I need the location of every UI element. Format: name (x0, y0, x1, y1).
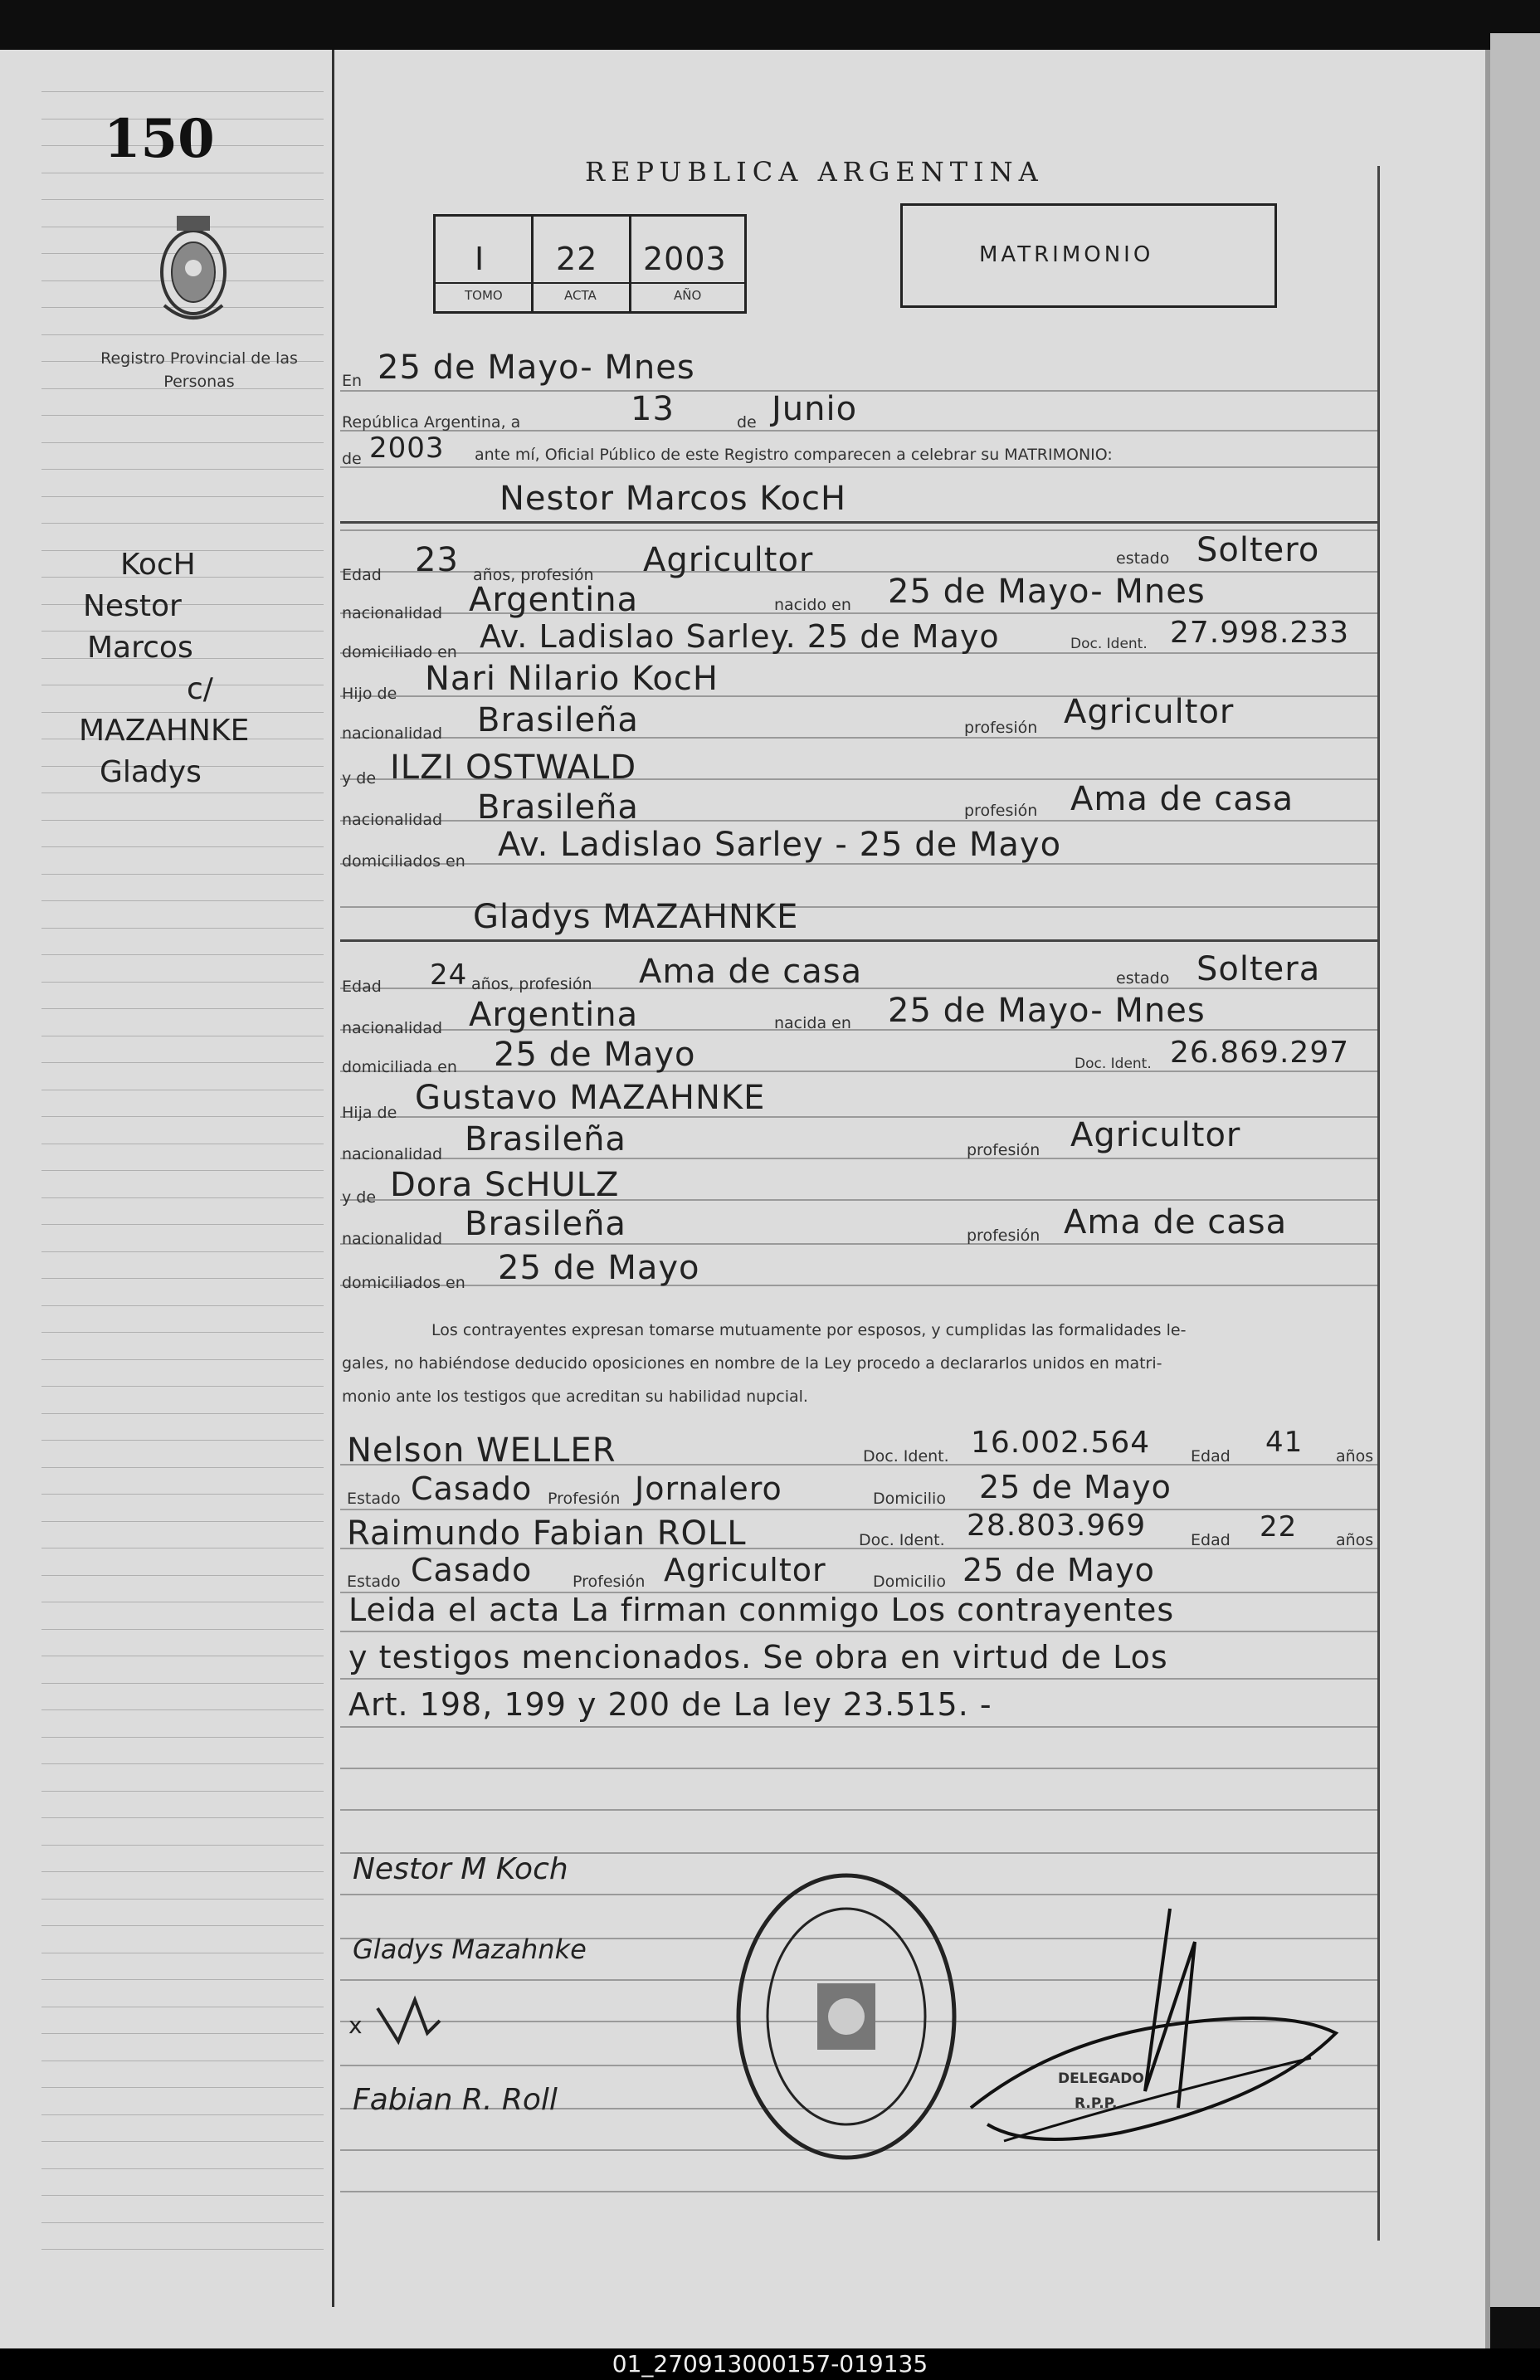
republica-label: República Argentina, a (342, 413, 521, 432)
ceremony-month: Junio (772, 390, 858, 428)
groom-nacionalidad-label: nacionalidad (342, 604, 443, 622)
bride-doc-label: Doc. Ident. (1075, 1056, 1152, 1072)
margin-ruling-line (41, 2195, 324, 2196)
groom-domiciliado-label: domiciliado en (342, 643, 457, 661)
bride-profession: Ama de casa (639, 953, 863, 991)
witness-estado-label: Estado (347, 1490, 401, 1508)
bride-nacida-label: nacida en (774, 1014, 851, 1032)
witness-doc: 28.803.969 (967, 1509, 1147, 1543)
margin-ruling-line (41, 712, 324, 713)
margin-ruling-line (41, 1251, 324, 1252)
margin-note-line: Gladys (100, 755, 202, 789)
margin-ruling-line (41, 1305, 324, 1306)
margin-ruling-line (41, 442, 324, 443)
margin-ruling-line (41, 2168, 324, 2169)
witness-doc-label: Doc. Ident. (859, 1531, 945, 1549)
margin-ruling-line (41, 1763, 324, 1764)
margin-ruling-line (41, 1413, 324, 1414)
groom-doc: 27.998.233 (1170, 616, 1350, 650)
margin-ruling-line (41, 2114, 324, 2115)
groom-birthplace: 25 de Mayo- Mnes (888, 573, 1206, 611)
groom-father-prof-label: profesión (964, 719, 1038, 737)
witness-status: Casado (411, 1470, 533, 1507)
bride-status: Soltera (1196, 950, 1321, 988)
declaration-line: gales, no habiéndose deducido oposiciones en nombre de la Ley procedo a declararlos unidos en matri- (342, 1354, 1162, 1373)
margin-note-line: KocH (120, 548, 196, 582)
margin-ruling-line (41, 91, 324, 92)
acta-value: 22 (556, 241, 598, 277)
margin-note-line: Marcos (87, 631, 193, 665)
margin-ruling-line (41, 900, 324, 901)
ceremony-day: 13 (631, 390, 675, 428)
margin-ruling-line (41, 334, 324, 335)
margin-ruling-line (41, 469, 324, 470)
closing-note-line: Art. 198, 199 y 200 de La ley 23.515. - (348, 1686, 992, 1723)
form-line (340, 1678, 1377, 1680)
margin-ruling-line (41, 2222, 324, 2223)
declaration-line: Los contrayentes expresan tomarse mutuamente por esposos, y cumplidas las formalidades le- (431, 1321, 1187, 1339)
margin-ruling-line (41, 496, 324, 497)
margin-ruling-line (41, 1871, 324, 1872)
bride-father: Gustavo MAZAHNKE (415, 1079, 766, 1117)
groom-father-label: Hijo de (342, 685, 397, 703)
margin-ruling-line (41, 1791, 324, 1792)
right-rule (1377, 166, 1380, 2241)
witness-anos-label: años (1336, 1531, 1374, 1549)
witness-anos-label: años (1336, 1447, 1374, 1466)
groom-mother: ILZI OSTWALD (390, 749, 637, 787)
bride-name: Gladys MAZAHNKE (473, 898, 799, 936)
bride-mother-profession: Ama de casa (1064, 1203, 1288, 1241)
acta-label: ACTA (564, 288, 597, 303)
bride-edad-label: Edad (342, 978, 382, 996)
image-footer-id: 01_270913000157-019135 (0, 2348, 1540, 2380)
svg-text:x: x (348, 2012, 363, 2039)
ano-value: 2003 (643, 241, 727, 277)
bride-age: 24 (430, 958, 468, 992)
groom-father-nat-label: nacionalidad (342, 724, 443, 743)
groom-nationality: Argentina (469, 581, 639, 619)
margin-ruling-line (41, 1899, 324, 1900)
bride-mother-nationality: Brasileña (465, 1205, 626, 1243)
registry-seal-stamp (730, 1867, 962, 2166)
witness-doc-label: Doc. Ident. (863, 1447, 949, 1466)
form-line (340, 466, 1377, 468)
official-stamp-line: DELEGADO (1058, 2070, 1144, 2087)
margin-note-line: Nestor (83, 589, 182, 623)
margin-ruling-line (41, 1440, 324, 1441)
witness-status: Casado (411, 1552, 533, 1588)
margin-ruling-line (41, 820, 324, 821)
groom-nacido-label: nacido en (774, 596, 851, 614)
form-line (340, 1631, 1377, 1632)
groom-signature: Nestor M Koch (353, 1852, 568, 1886)
margin-ruling-line (41, 874, 324, 875)
margin-ruling-line (41, 2141, 324, 2142)
closing-note-line: Leida el acta La firman conmigo Los contrayentes (348, 1592, 1175, 1628)
bride-address: 25 de Mayo (494, 1036, 696, 1074)
bride-father-profession: Agricultor (1070, 1116, 1241, 1154)
ceremony-year: 2003 (369, 432, 445, 465)
margin-ruling-line (41, 1197, 324, 1198)
groom-mother-profession: Ama de casa (1070, 780, 1294, 818)
margin-rule (332, 50, 334, 2307)
witness-age: 22 (1260, 1510, 1298, 1544)
groom-address: Av. Ladislao Sarley. 25 de Mayo (480, 618, 1000, 655)
country-title: REPUBLICA ARGENTINA (585, 156, 1044, 188)
margin-ruling-line (41, 1629, 324, 1630)
groom-mother-nationality: Brasileña (477, 788, 639, 827)
form-line (340, 1768, 1377, 1769)
en-label: En (342, 372, 363, 390)
bride-father-nationality: Brasileña (465, 1120, 626, 1158)
groom-name: Nestor Marcos KocH (500, 480, 847, 518)
margin-ruling-line (41, 1683, 324, 1684)
separator (340, 521, 1377, 524)
groom-mother-nat-label: nacionalidad (342, 811, 443, 829)
groom-edad-label: Edad (342, 566, 382, 584)
form-line (340, 1285, 1377, 1286)
margin-note-line: c/ (187, 672, 213, 706)
bride-nationality: Argentina (469, 996, 639, 1034)
margin-ruling-line (41, 2087, 324, 2088)
official-stamp-line: R.P.P. (1075, 2095, 1118, 2112)
margin-ruling-line (41, 1521, 324, 1522)
bride-father-label: Hija de (342, 1104, 397, 1122)
groom-status: Soltero (1196, 531, 1320, 569)
witness-profession: Jornalero (635, 1470, 782, 1507)
groom-estado-label: estado (1116, 549, 1170, 568)
witness-profession: Agricultor (664, 1552, 826, 1588)
bride-birthplace: 25 de Mayo- Mnes (888, 992, 1206, 1030)
coat-of-arms-emblem (148, 206, 239, 330)
form-line (340, 1726, 1377, 1728)
margin-ruling-line (41, 2249, 324, 2250)
ano-label: AÑO (674, 288, 702, 303)
bride-mother-nat-label: nacionalidad (342, 1230, 443, 1248)
form-line (340, 1243, 1377, 1245)
margin-ruling-line (41, 2033, 324, 2034)
form-line (340, 1509, 1377, 1510)
margin-ruling-line (41, 1925, 324, 1926)
bride-parents-address: 25 de Mayo (498, 1249, 700, 1287)
groom-mother-label: y de (342, 769, 377, 788)
declaration-line: monio ante los testigos que acreditan su habilidad nupcial. (342, 1388, 808, 1406)
witness-estado-label: Estado (347, 1573, 401, 1591)
margin-ruling-line (41, 1817, 324, 1818)
margin-ruling-line (41, 982, 324, 983)
margin-ruling-line (41, 1359, 324, 1360)
bride-father-nat-label: nacionalidad (342, 1145, 443, 1163)
tomo-value: I (475, 241, 485, 277)
margin-ruling-line (41, 1494, 324, 1495)
margin-ruling-line (41, 1737, 324, 1738)
intro-statement: ante mí, Oficial Público de este Registro comparecen a celebrar su MATRIMONIO: (475, 446, 1113, 464)
margin-ruling-line (41, 523, 324, 524)
margin-ruling-line (41, 1062, 324, 1063)
witness-name: Nelson WELLER (347, 1431, 616, 1470)
groom-age: 23 (415, 541, 459, 579)
closing-note-line: y testigos mencionados. Se obra en virtud de Los (348, 1639, 1168, 1675)
witness-roll-signature: Fabian R. Roll (353, 2083, 558, 2117)
witness-profesion-label: Profesión (573, 1573, 646, 1591)
bride-mother-label: y de (342, 1188, 377, 1207)
margin-ruling-line (41, 846, 324, 847)
official-signature (954, 1892, 1352, 2166)
margin-ruling-line (41, 928, 324, 929)
margin-ruling-line (41, 1709, 324, 1710)
bride-doc: 26.869.297 (1170, 1036, 1350, 1070)
margin-ruling-line (41, 1116, 324, 1117)
witness-age: 41 (1265, 1426, 1304, 1459)
margin-ruling-line (41, 1332, 324, 1333)
groom-profesion-label: años, profesión (473, 566, 594, 584)
bride-profesion-label: años, profesión (471, 975, 592, 993)
bride-mother-prof-label: profesión (967, 1227, 1040, 1245)
bride-mother: Dora ScHULZ (390, 1166, 620, 1204)
witness-profesion-label: Profesión (548, 1490, 621, 1508)
form-line (340, 390, 1377, 392)
bride-father-prof-label: profesión (967, 1141, 1040, 1159)
registry-label: Registro Provincial de las Personas (100, 349, 298, 391)
form-line (340, 2191, 1377, 2192)
de2-label: de (342, 450, 362, 468)
margin-ruling-line (41, 1278, 324, 1279)
margin-ruling-line (41, 1575, 324, 1576)
tomo-label: TOMO (465, 288, 503, 303)
margin-ruling-line (41, 1845, 324, 1846)
margin-ruling-line (41, 415, 324, 416)
margin-ruling-line (41, 1386, 324, 1387)
separator (340, 939, 1377, 942)
witness-edad-label: Edad (1191, 1447, 1231, 1466)
groom-parents-address: Av. Ladislao Sarley - 25 de Mayo (498, 826, 1062, 864)
groom-profession: Agricultor (643, 541, 814, 579)
witness-address: 25 de Mayo (979, 1469, 1172, 1505)
witness-doc: 16.002.564 (971, 1426, 1151, 1460)
margin-ruling-line (41, 1224, 324, 1225)
groom-mother-prof-label: profesión (964, 802, 1038, 820)
margin-ruling-line (41, 1170, 324, 1171)
record-type-label: MATRIMONIO (979, 242, 1154, 267)
margin-ruling-line (41, 1008, 324, 1009)
next-page-edge (1490, 33, 1540, 2307)
witness-name: Raimundo Fabian ROLL (347, 1514, 747, 1553)
bride-estado-label: estado (1116, 969, 1170, 988)
ceremony-place: 25 de Mayo- Mnes (378, 349, 695, 387)
groom-doc-label: Doc. Ident. (1070, 636, 1148, 652)
witness-domicilio-label: Domicilio (873, 1490, 946, 1508)
bride-signature: Gladys Mazahnke (353, 1934, 587, 1965)
witness-domicilio-label: Domicilio (873, 1573, 946, 1591)
bride-parents-addr-label: domiciliados en (342, 1274, 465, 1292)
witness-edad-label: Edad (1191, 1531, 1231, 1549)
groom-father-profession: Agricultor (1064, 693, 1235, 731)
groom-father: Nari Nilario KocH (425, 660, 719, 698)
margin-ruling-line (41, 1467, 324, 1468)
margin-ruling-line (41, 954, 324, 955)
witness-signature (348, 1987, 498, 2054)
page-number: 150 (104, 108, 215, 170)
margin-ruling-line (41, 1979, 324, 1980)
margin-note-line: MAZAHNKE (79, 714, 250, 748)
margin-ruling-line (41, 199, 324, 200)
bride-domiciliada-label: domiciliada en (342, 1058, 457, 1076)
form-line (340, 1809, 1377, 1811)
groom-parents-addr-label: domiciliados en (342, 852, 465, 871)
groom-father-nationality: Brasileña (477, 701, 639, 739)
witness-address: 25 de Mayo (962, 1552, 1155, 1588)
bride-nacionalidad-label: nacionalidad (342, 1019, 443, 1037)
de-label: de (737, 413, 757, 432)
